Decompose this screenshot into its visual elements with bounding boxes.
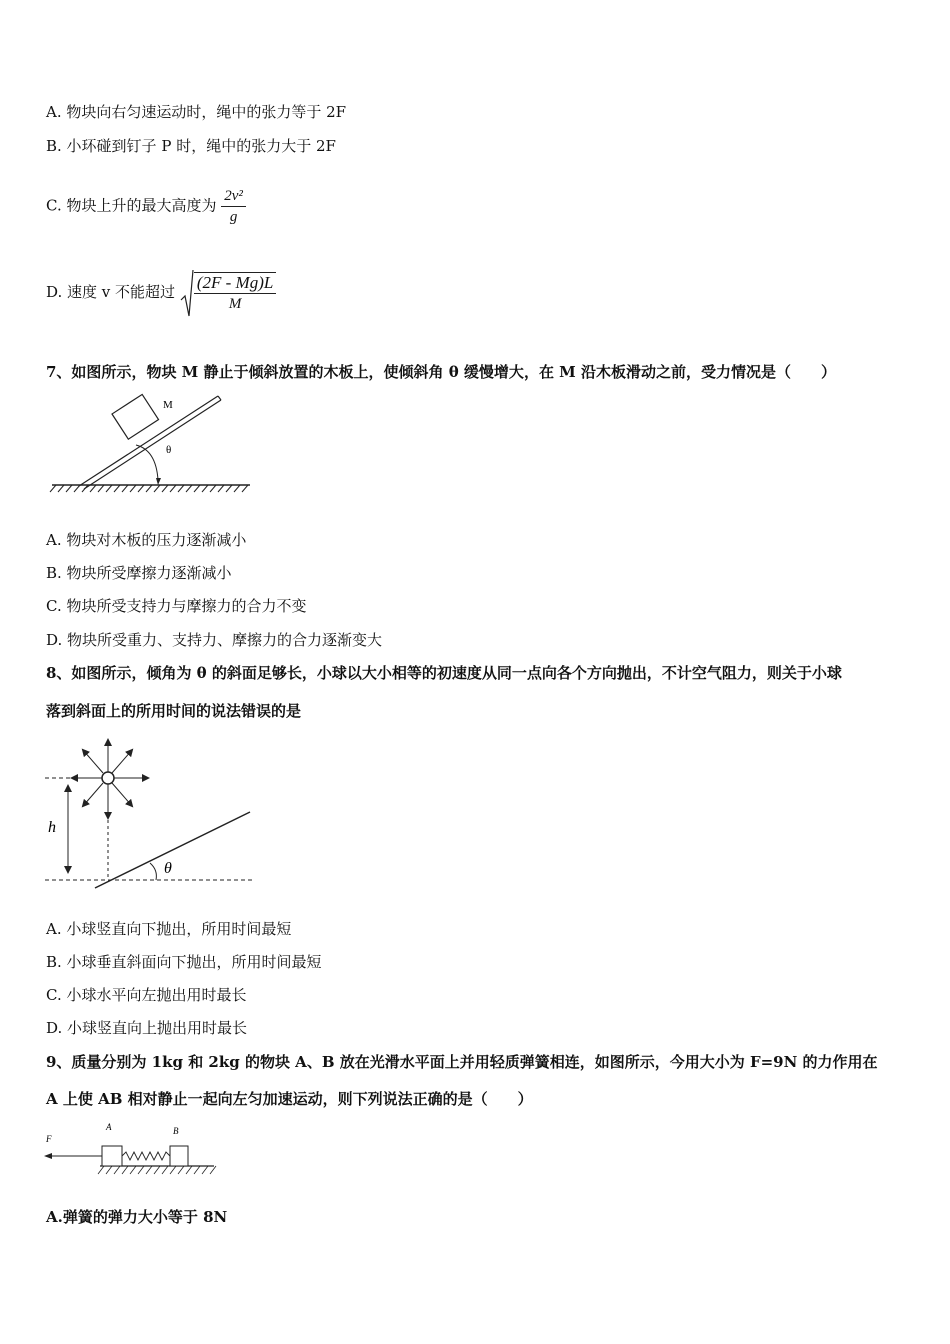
q8-stem-line1: 8、如图所示，倾角为 θ 的斜面足够长，小球以大小相等的初速度从同一点向各个方向抛出，不计空气阻力，则关于小球 (46, 664, 842, 682)
q7-stem: 7、如图所示，物块 M 静止于倾斜放置的木板上，使倾斜角 θ 缓慢增大，在 M 沿木板滑动之前，受力情况是（ ） (46, 363, 836, 381)
q6-option-c (46, 186, 246, 227)
q6-option-a: A. 物块向右匀速运动时，绳中的张力等于 2F (46, 103, 347, 121)
q6-option-d-sqrt (180, 268, 276, 318)
q6-option-b: B. 小环碰到钉子 P 时，绳中的张力大于 2F (46, 137, 336, 155)
q6-option-c-text: C. 物块上升的最大高度为 (46, 196, 217, 215)
q8-figure-label-theta: θ (164, 860, 172, 877)
q7-option-b: B. 物块所受摩擦力逐渐减小 (46, 564, 232, 582)
q8-option-d: D. 小球竖直向上抛出用时最长 (46, 1019, 248, 1037)
q6-option-d-denominator: M (228, 296, 242, 312)
q9-stem-line1: 9、质量分别为 1kg 和 2kg 的物块 A、B 放在光滑水平面上并用轻质弹簧相连，如图所示，今用大小为 F=9N 的力作用在 (46, 1053, 878, 1071)
q8-figure-label-h: h (48, 819, 56, 836)
q6-option-c-numerator: 2v² (221, 186, 246, 207)
q8-figure (40, 730, 260, 895)
q7-figure-label-theta: θ (166, 444, 172, 456)
q6-option-d-numerator: (2F - Mg)L (194, 273, 276, 294)
q9-figure-label-b: B (173, 1126, 179, 1136)
q6-option-d-text: D. 速度 v 不能超过 (46, 283, 176, 301)
q9-figure-label-f: F (46, 1134, 52, 1144)
q6-option-c-denominator: g (229, 209, 238, 225)
q9-stem-line2: A 上使 AB 相对静止一起向左匀加速运动，则下列说法正确的是（ ） (46, 1090, 533, 1108)
q6-option-d (46, 268, 276, 318)
q8-option-b: B. 小球垂直斜面向下抛出，所用时间最短 (46, 953, 322, 971)
q6-option-c-fraction (221, 186, 246, 227)
q9-option-a: A.弹簧的弹力大小等于 8N (46, 1208, 228, 1226)
q8-stem-line2: 落到斜面上的所用时间的说法错误的是 (46, 702, 302, 720)
q9-figure (42, 1118, 217, 1180)
q9-figure-label-a: A (106, 1122, 112, 1132)
q8-option-a: A. 小球竖直向下抛出，所用时间最短 (46, 920, 292, 938)
q8-option-c: C. 小球水平向左抛出用时最长 (46, 986, 247, 1004)
q7-figure (46, 390, 256, 495)
sqrt-sign (180, 268, 194, 318)
q7-figure-label-m: M (163, 399, 173, 411)
q6-option-d-fraction (194, 272, 276, 314)
q7-option-c: C. 物块所受支持力与摩擦力的合力不变 (46, 597, 307, 615)
q7-option-d: D. 物块所受重力、支持力、摩擦力的合力逐渐变大 (46, 631, 383, 649)
q7-option-a: A. 物块对木板的压力逐渐减小 (46, 531, 247, 549)
